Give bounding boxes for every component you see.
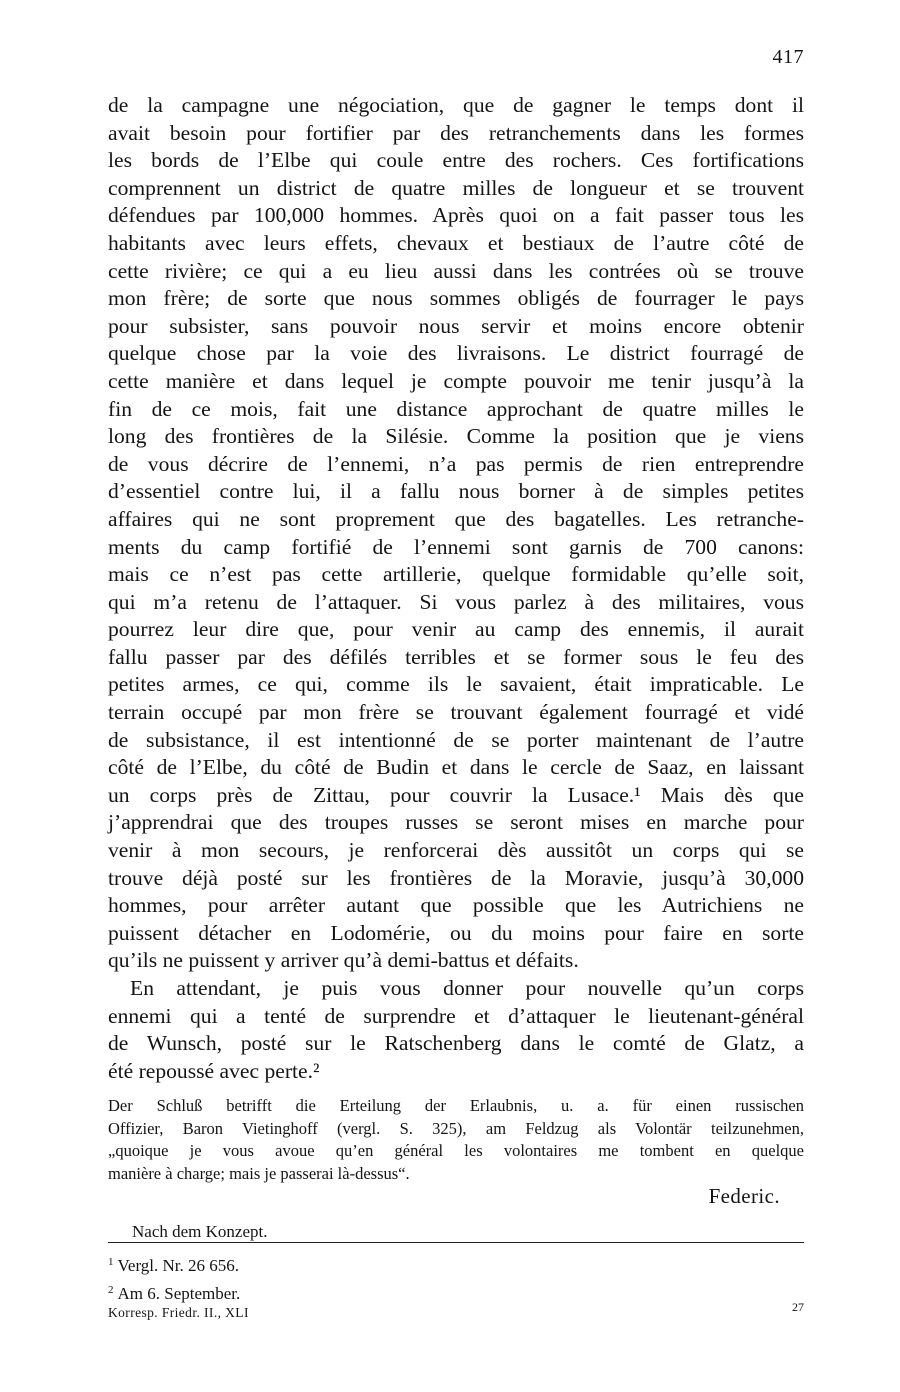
note-line: „quoique je vous avoue qu’en général les volontaires me tombent en quelque — [108, 1141, 804, 1160]
body-line: été repoussé avec perte.² — [108, 1058, 320, 1083]
body-line: ments du camp fortifié de l’ennemi sont garnis de 700 canons: — [108, 534, 804, 559]
footnote-2 — [108, 1278, 240, 1306]
footnote-text: Vergl. Nr. 26 656. — [117, 1256, 240, 1275]
footnote-1 — [108, 1250, 240, 1278]
body-line: de subsistance, il est intentionné de se porter maintenant de l’autre — [108, 727, 804, 752]
editorial-note — [108, 1095, 804, 1185]
body-line: côté de l’Elbe, du côté de Budin et dans le cercle de Saaz, en laissant — [108, 755, 804, 780]
body-line: petites armes, ce qui, comme ils le savaient, était impraticable. Le — [108, 672, 804, 697]
body-line: En attendant, je puis vous donner pour nouvelle qu’un corps — [130, 976, 804, 1000]
body-line: avait besoin pour fortifier par des retranchements dans les formes — [108, 120, 804, 145]
body-line: fin de ce mois, fait une distance approchant de quatre milles le — [108, 396, 804, 421]
body-line: un corps près de Zittau, pour couvrir la Lusace.¹ Mais dès que — [108, 782, 804, 807]
body-line: quelque chose par la voie des livraisons. Le district fourragé de — [108, 341, 804, 366]
body-line: long des frontières de la Silésie. Comme la position que je viens — [108, 424, 804, 449]
body-line: ennemi qui a tenté de surprendre et d’attaquer le lieutenant-général — [108, 1003, 804, 1028]
body-line: habitants avec leurs effets, chevaux et bestiaux de l’autre côté de — [108, 230, 804, 255]
body-line: les bords de l’Elbe qui coule entre des rochers. Ces fortifications — [108, 148, 804, 173]
body-line: pour subsister, sans pouvoir nous servir et moins encore obtenir — [108, 313, 804, 338]
body-line: de la campagne une négociation, que de gagner le temps dont il — [108, 93, 804, 117]
body-line: d’essentiel contre lui, il a fallu nous borner à de simples petites — [108, 479, 804, 504]
body-line: de vous décrire de l’ennemi, n’a pas permis de rien entreprendre — [108, 451, 804, 476]
body-line: j’apprendrai que des troupes russes se seront mises en marche pour — [108, 810, 804, 835]
body-line: de Wunsch, posté sur le Ratschenberg dans le comté de Glatz, a — [108, 1031, 804, 1056]
body-line: cette rivière; ce qui a eu lieu aussi dans les contrées où se trouve — [108, 258, 804, 283]
body-line: hommes, pour arrêter autant que possible que les Autrichiens ne — [108, 893, 804, 918]
body-line: venir à mon secours, je renforcerai dès aussitôt un corps qui se — [108, 838, 804, 863]
footnote-mark: 1 — [108, 1256, 114, 1268]
volume-signature: Korresp. Friedr. II., XLI — [108, 1305, 249, 1320]
body-line: terrain occupé par mon frère se trouvant également fourragé et vidé — [108, 700, 804, 725]
body-line: pourrez leur dire que, pour venir au camp des ennemis, il aurait — [108, 617, 804, 642]
footnote-text: Am 6. September. — [117, 1284, 241, 1303]
body-line: qui m’a retenu de l’attaquer. Si vous parlez à des militaires, vous — [108, 589, 804, 614]
body-line: cette manière et dans lequel je compte pouvoir me tenir jusqu’à la — [108, 368, 804, 393]
note-line: manière à charge; mais je passerai là-dessus“. — [108, 1163, 410, 1183]
body-line: défendues par 100,000 hommes. Après quoi on a fait passer tous les — [108, 203, 804, 228]
page-number: 417 — [772, 46, 804, 68]
footnotes — [108, 1250, 240, 1306]
body-line: affaires qui ne sont proprement que des bagatelles. Les retranche- — [108, 506, 804, 531]
body-line: fallu passer par des défilés terribles et se former sous le feu des — [108, 644, 804, 669]
source-note: Nach dem Konzept. — [132, 1222, 268, 1241]
body-line: qu’ils ne puissent y arriver qu’à demi-battus et défaits. — [108, 948, 579, 973]
sheet-signature: 27 — [792, 1300, 804, 1314]
body-line: mais ce n’est pas cette artillerie, quelque formidable qu’elle soit, — [108, 562, 804, 587]
note-line: Offizier, Baron Vietinghoff (vergl. S. 325), am Feldzug als Volontär teilzunehmen, — [108, 1118, 804, 1138]
letter-body — [108, 92, 804, 1085]
body-line: trouve déjà posté sur les frontières de la Moravie, jusqu’à 30,000 — [108, 865, 804, 890]
footnote-mark: 2 — [108, 1284, 114, 1296]
letter-signature: Federic. — [708, 1184, 780, 1208]
body-line: puissent détacher en Lodomérie, ou du moins pour faire en sorte — [108, 920, 804, 945]
footnote-rule — [108, 1242, 804, 1243]
body-line: mon frère; de sorte que nous sommes obligés de fourrager le pays — [108, 286, 804, 311]
body-line: comprennent un district de quatre milles de longueur et se trouvent — [108, 175, 804, 200]
note-line: Der Schluß betrifft die Erteilung der Erlaubnis, u. a. für einen russischen — [108, 1096, 804, 1115]
